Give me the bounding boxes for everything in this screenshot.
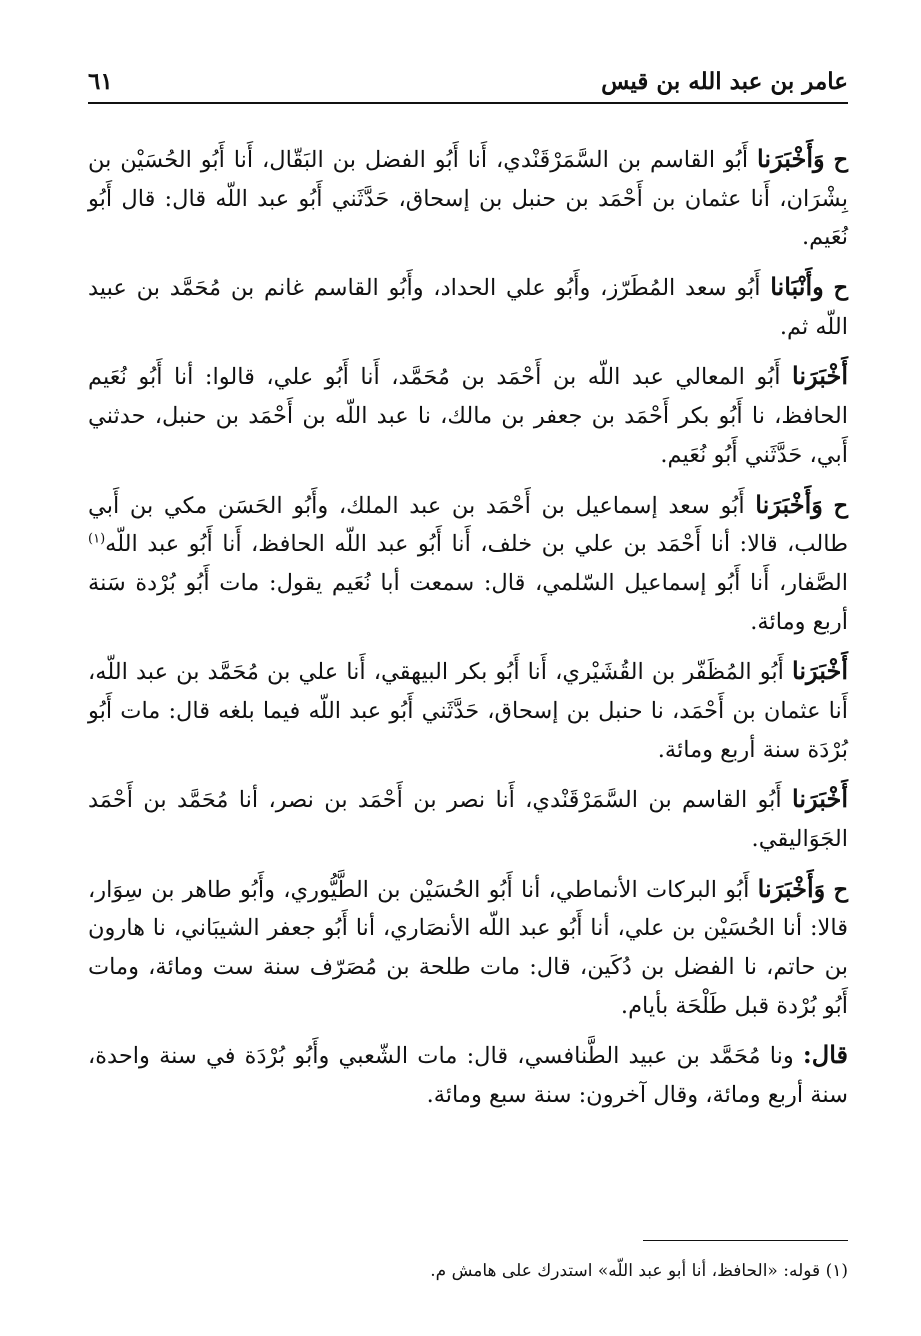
footnote-divider [643,1240,848,1241]
ha-marker: ح [833,492,848,519]
footnote-reference: (١) [88,531,106,547]
ha-marker: ح [833,147,848,173]
paragraph-2 [88,266,848,346]
paragraph-text: أَبُو سعد المُطَرّز، وأَبُو علي الحداد، وأَبُو القاسم غانم بن مُحَمَّد بن عبيد اللّه ثم. [88,275,848,340]
page-number: ٦١ [88,68,113,95]
footnote [88,1258,848,1285]
paragraph-3 [88,355,848,474]
footnote-marker: (١) [825,1261,848,1281]
page-header [88,58,848,104]
transmission-keyword: أَخْبَرَنا [792,656,848,686]
paragraph-text: أَبُو البركات الأنماطي، أنا أَبُو الحُسَيْن بن الطَّيُّوري، وأَبُو طاهر بن سِوَار، قالا: أنا الحُسَيْن بن علي، أنا أَبُو عبد اللّه الأنصَاري، أنا أَبُو جعفر الشيبَاني، نا هارون بن حاتم، نا الفضل بن دُكَين، قال: مات طلحة بن مُصَرّف سنة ست ومائة، ومات أَبُو بُرْدة قبل طَلْحَة بأيام. [88,876,848,1019]
transmission-keyword: وَأَخْبَرَنا [757,873,826,903]
paragraph-6 [88,778,848,858]
ha-marker: ح [833,275,849,302]
running-title: عامر بن عبد الله بن قيس [601,68,848,95]
paragraph-7 [88,868,848,1026]
paragraph-text: أَبُو القاسم بن السَّمَرْقَنْدي، أَنا أَبُو الفضل بن البَقّال، أَنا أَبُو الحُسَيْن بن بِشْرَان، أَنا عثمان بن أَحْمَد بن حنبل بن إسحاق، حَدَّثَني أَبُو عبد اللّه قال: قال أَبُو نُعَيم. [88,147,848,251]
paragraph-text: ونا مُحَمَّد بن عبيد الطَّنافسي، قال: مات الشّعبي وأَبُو بُرْدَة في سنة واحدة، سنة أربع ومائة، وقال آخرون: سنة سبع ومائة. [88,1043,848,1109]
footnote-text: قوله: «الحافظ، أنا أبو عبد اللّه» استدرك على هامش م. [430,1261,821,1281]
paragraph-4 [88,484,848,642]
paragraph-text: أَبُو المُظَفّر بن القُشَيْري، أَنا أَبُو بكر البيهقي، أَنا علي بن مُحَمَّد بن عبد اللّه، أَنا عثمان بن أَحْمَد، نا حنبل بن إسحاق، حَدَّثَني أَبُو عبد اللّه فيما بلغه قال: مات أَبُو بُرْدَة سنة أربع ومائة. [88,659,848,763]
transmission-keyword: وَأَخْبَرَنا [755,489,823,519]
transmission-keyword: أَخْبَرَنا [792,784,848,814]
transmission-keyword: وَأَخْبَرَنا [757,144,825,173]
paragraph-text: أَبُو المعالي عبد اللّه بن أَحْمَد بن مُحَمَّد، أَنا أَبُو علي، قالوا: أنا أَبُو نُعَيم الحافظ، نا أَبُو بكر أَحْمَد بن جعفر بن مالك، نا عبد اللّه بن أَحْمَد بن حنبل، حدثني أَبي، حَدَّثَني أَبُو نُعَيم. [88,364,848,468]
paragraph-5 [88,650,848,769]
main-text [88,138,848,1124]
paragraph-1 [88,138,848,257]
transmission-keyword: وأَنْبَانا [770,272,824,302]
paragraph-text-continued: الصَّفار، أَنا أَبُو إسماعيل السّلمي، قال: سمعت أبا نُعَيم يقول: مات أَبُو بُرْدة سَنة أربع ومائة. [88,569,848,635]
paragraph-text: أَبُو سعد إسماعيل بن أَحْمَد بن عبد الملك، وأَبُو الحَسَن مكي بن أَبي طالب، قالا: أنا أَحْمَد بن علي بن خلف، أَنا أَبُو عبد اللّه الحافظ، أَنا أَبُو عبد اللّه [88,492,848,558]
paragraph-text: أَبُو القاسم بن السَّمَرْقَنْدي، أَنا نصر بن أَحْمَد بن نصر، أنا مُحَمَّد بن أَحْمَد الجَوَاليقي. [88,787,848,852]
transmission-keyword: قال: [802,1040,848,1070]
transmission-keyword: أَخْبَرَنا [792,361,848,391]
paragraph-8 [88,1034,848,1114]
ha-marker: ح [833,876,848,903]
